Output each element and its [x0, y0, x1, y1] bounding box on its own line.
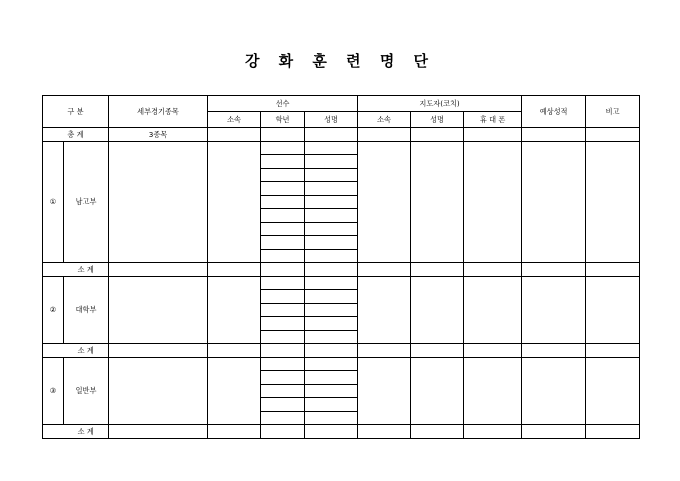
header-note: 비고 — [586, 96, 640, 128]
athlete-name-cell — [305, 411, 358, 425]
table-cell — [109, 425, 208, 439]
table-cell — [411, 128, 464, 142]
athlete-grade-cell — [261, 168, 305, 182]
section-1-number: ① — [43, 141, 64, 263]
total-row — [43, 128, 640, 142]
section-2-number: ② — [43, 276, 64, 344]
table-cell — [522, 263, 586, 277]
table-cell — [109, 344, 208, 358]
total-event-count: 3종목 — [109, 128, 208, 142]
table-cell — [43, 344, 64, 358]
athlete-name-cell — [305, 317, 358, 331]
athlete-grade-cell — [261, 276, 305, 290]
table-cell — [261, 344, 305, 358]
table-cell — [305, 344, 358, 358]
section-3-coach-affiliation — [358, 357, 411, 425]
athlete-grade-cell — [261, 290, 305, 304]
section-3-subtotal-label: 소 계 — [64, 425, 109, 439]
athlete-grade-cell — [261, 236, 305, 250]
table-cell — [464, 344, 522, 358]
section-3-subtotal-row — [43, 425, 640, 439]
table-cell — [358, 263, 411, 277]
athlete-name-cell — [305, 155, 358, 169]
header-row-1 — [43, 96, 640, 112]
table-cell — [464, 128, 522, 142]
athlete-grade-cell — [261, 357, 305, 371]
header-coach: 지도자(코치) — [358, 96, 522, 112]
table-cell — [43, 263, 64, 277]
section-1-row — [43, 141, 640, 155]
athlete-grade-cell — [261, 222, 305, 236]
table-cell — [305, 128, 358, 142]
table-cell — [261, 263, 305, 277]
athlete-name-cell — [305, 290, 358, 304]
table-cell — [586, 425, 640, 439]
section-1-subtotal-label: 소 계 — [64, 263, 109, 277]
athlete-name-cell — [305, 195, 358, 209]
section-3-row — [43, 357, 640, 371]
header-event: 세부경기종목 — [109, 96, 208, 128]
athlete-name-cell — [305, 209, 358, 223]
table-cell — [261, 425, 305, 439]
table-cell — [522, 425, 586, 439]
roster-table — [42, 95, 640, 439]
athlete-name-cell — [305, 384, 358, 398]
header-athlete-grade: 학년 — [261, 112, 305, 128]
athlete-grade-cell — [261, 195, 305, 209]
table-cell — [522, 344, 586, 358]
document-title: 강 화 훈 련 명 단 — [244, 52, 436, 70]
table-cell — [208, 128, 261, 142]
section-1-note — [586, 141, 640, 263]
section-3-name: 일반부 — [64, 357, 109, 425]
athlete-grade-cell — [261, 317, 305, 331]
athlete-name-cell — [305, 276, 358, 290]
athlete-grade-cell — [261, 182, 305, 196]
section-2-event — [109, 276, 208, 344]
athlete-name-cell — [305, 141, 358, 155]
section-1-athlete-affiliation — [208, 141, 261, 263]
section-3-athlete-affiliation — [208, 357, 261, 425]
athlete-grade-cell — [261, 384, 305, 398]
section-3-expected — [522, 357, 586, 425]
section-2-coach-phone — [464, 276, 522, 344]
section-3-coach-name — [411, 357, 464, 425]
section-1-coach-affiliation — [358, 141, 411, 263]
section-2-subtotal-label: 소 계 — [64, 344, 109, 358]
section-2-subtotal-row — [43, 344, 640, 358]
athlete-grade-cell — [261, 398, 305, 412]
table-cell — [586, 263, 640, 277]
header-coach-phone: 휴 대 폰 — [464, 112, 522, 128]
header-athlete: 선수 — [208, 96, 358, 112]
section-2-athlete-affiliation — [208, 276, 261, 344]
table-cell — [586, 344, 640, 358]
section-3-number: ③ — [43, 357, 64, 425]
table-cell — [358, 128, 411, 142]
section-1-coach-phone — [464, 141, 522, 263]
athlete-grade-cell — [261, 411, 305, 425]
table-cell — [358, 344, 411, 358]
section-2-name: 대학부 — [64, 276, 109, 344]
table-cell — [411, 344, 464, 358]
section-1-coach-name — [411, 141, 464, 263]
athlete-grade-cell — [261, 209, 305, 223]
table-cell — [522, 128, 586, 142]
athlete-name-cell — [305, 303, 358, 317]
table-cell — [411, 425, 464, 439]
athlete-grade-cell — [261, 371, 305, 385]
table-cell — [464, 425, 522, 439]
table-cell — [208, 263, 261, 277]
section-2-expected — [522, 276, 586, 344]
header-coach-name: 성명 — [411, 112, 464, 128]
table-cell — [358, 425, 411, 439]
athlete-name-cell — [305, 357, 358, 371]
athlete-name-cell — [305, 182, 358, 196]
athlete-grade-cell — [261, 330, 305, 344]
section-2-note — [586, 276, 640, 344]
total-label: 총 계 — [43, 128, 109, 142]
section-2-coach-name — [411, 276, 464, 344]
table-cell — [43, 425, 64, 439]
athlete-grade-cell — [261, 249, 305, 263]
section-3-coach-phone — [464, 357, 522, 425]
section-2-coach-affiliation — [358, 276, 411, 344]
section-1-name: 남고부 — [64, 141, 109, 263]
athlete-name-cell — [305, 236, 358, 250]
athlete-name-cell — [305, 222, 358, 236]
section-3-note — [586, 357, 640, 425]
header-athlete-name: 성명 — [305, 112, 358, 128]
table-cell — [305, 263, 358, 277]
section-1-expected — [522, 141, 586, 263]
table-cell — [208, 425, 261, 439]
table-cell — [208, 344, 261, 358]
section-1-subtotal-row — [43, 263, 640, 277]
athlete-grade-cell — [261, 141, 305, 155]
athlete-name-cell — [305, 330, 358, 344]
table-cell — [411, 263, 464, 277]
athlete-name-cell — [305, 249, 358, 263]
section-2-row — [43, 276, 640, 290]
section-1-event — [109, 141, 208, 263]
athlete-grade-cell — [261, 303, 305, 317]
athlete-name-cell — [305, 371, 358, 385]
table-cell — [109, 263, 208, 277]
header-expected: 예상성적 — [522, 96, 586, 128]
header-athlete-affiliation: 소속 — [208, 112, 261, 128]
table-cell — [586, 128, 640, 142]
table-cell — [261, 128, 305, 142]
athlete-name-cell — [305, 398, 358, 412]
table-cell — [464, 263, 522, 277]
section-3-event — [109, 357, 208, 425]
header-coach-affiliation: 소속 — [358, 112, 411, 128]
athlete-name-cell — [305, 168, 358, 182]
header-division: 구 분 — [43, 96, 109, 128]
table-cell — [305, 425, 358, 439]
athlete-grade-cell — [261, 155, 305, 169]
